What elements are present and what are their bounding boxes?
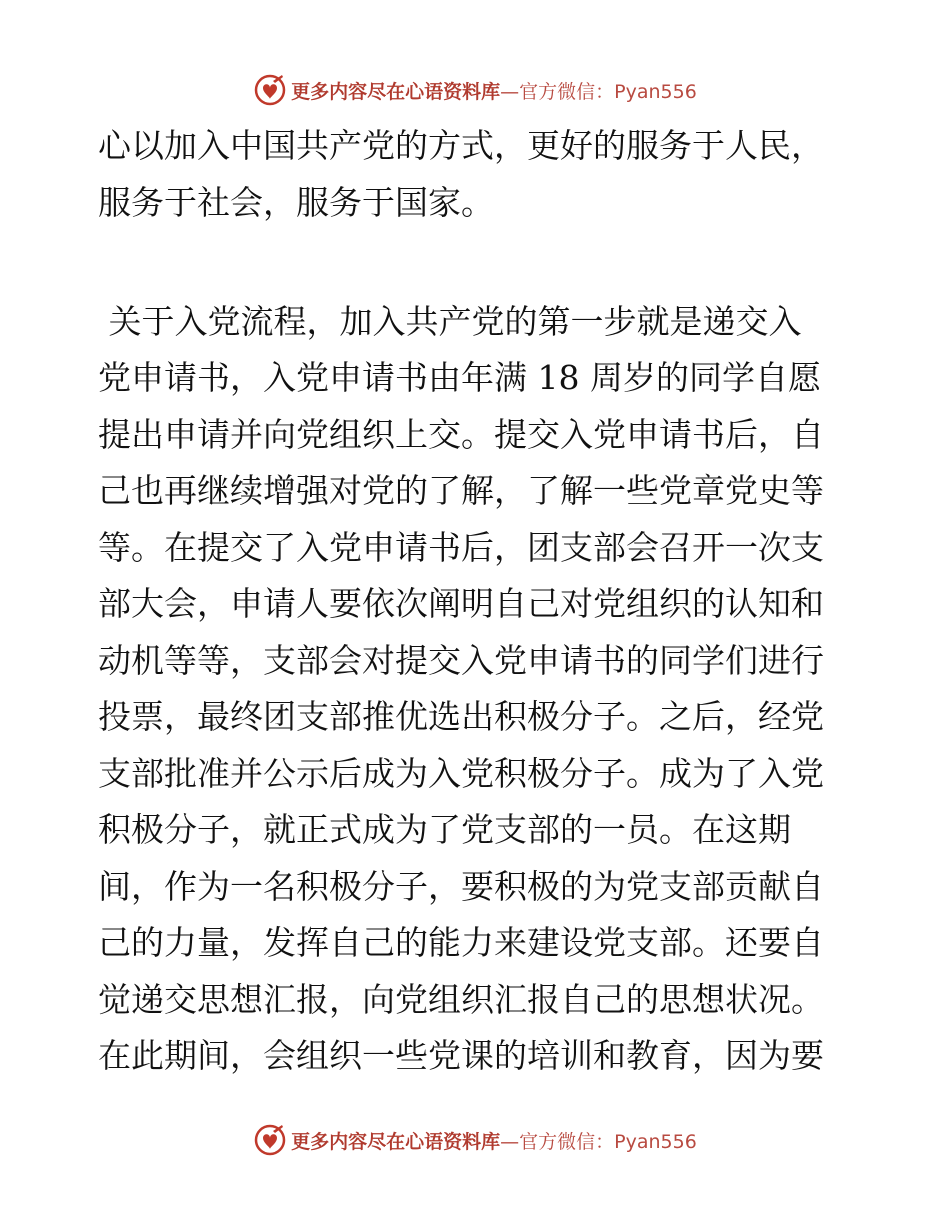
text-line: 提出申请并向党组织上交。提交入党申请书后，自 bbox=[98, 414, 824, 454]
banner-contact-text: —官方微信：Pyan556 bbox=[500, 80, 697, 103]
text-line: 动机等等，支部会对提交入党申请书的同学们进行 bbox=[98, 640, 824, 680]
banner-contact-text: —官方微信：Pyan556 bbox=[500, 1130, 697, 1153]
text-line: 己也再继续增强对党的了解，了解一些党章党史等 bbox=[98, 471, 824, 510]
text-line: 服务于社会，服务于国家。 bbox=[98, 182, 494, 222]
text-line: 党申请书，入党申请书由年满 18 周岁的同学自愿 bbox=[98, 358, 821, 397]
banner-site-text: 更多内容尽在心语资料库 bbox=[291, 80, 501, 103]
heart-pen-logo-icon bbox=[253, 73, 287, 107]
footer-banner bbox=[0, 1120, 950, 1160]
header-banner bbox=[0, 70, 950, 110]
heart-pen-logo-icon bbox=[253, 1123, 287, 1157]
text-line: 己的力量，发挥自己的能力来建设党支部。还要自 bbox=[98, 923, 824, 962]
paragraph bbox=[98, 237, 858, 1085]
text-line: 在此期间，会组织一些党课的培训和教育，因为要 bbox=[98, 1036, 824, 1075]
text-line: 积极分子，就正式成为了党支部的一员。在这期 bbox=[98, 810, 791, 849]
document-body bbox=[98, 118, 858, 1085]
text-line: 投票，最终团支部推优选出积极分子。之后，经党 bbox=[98, 697, 824, 736]
text-line: 心以加入中国共产党的方式，更好的服务于人民， bbox=[98, 126, 824, 165]
paragraph bbox=[98, 118, 858, 231]
text-line: 部大会，申请人要依次阐明自己对党组织的认知和 bbox=[98, 584, 824, 623]
text-line: 觉递交思想汇报，向党组织汇报自己的思想状况。 bbox=[98, 979, 824, 1019]
text-line: 间，作为一名积极分子，要积极的为党支部贡献自 bbox=[98, 866, 824, 906]
text-line: 关于入党流程，加入共产党的第一步就是递交入 bbox=[98, 301, 802, 341]
text-line: 支部批准并公示后成为入党积极分子。成为了入党 bbox=[98, 753, 824, 793]
banner-site-text: 更多内容尽在心语资料库 bbox=[291, 1130, 501, 1153]
text-line: 等。在提交了入党申请书后，团支部会召开一次支 bbox=[98, 527, 824, 567]
